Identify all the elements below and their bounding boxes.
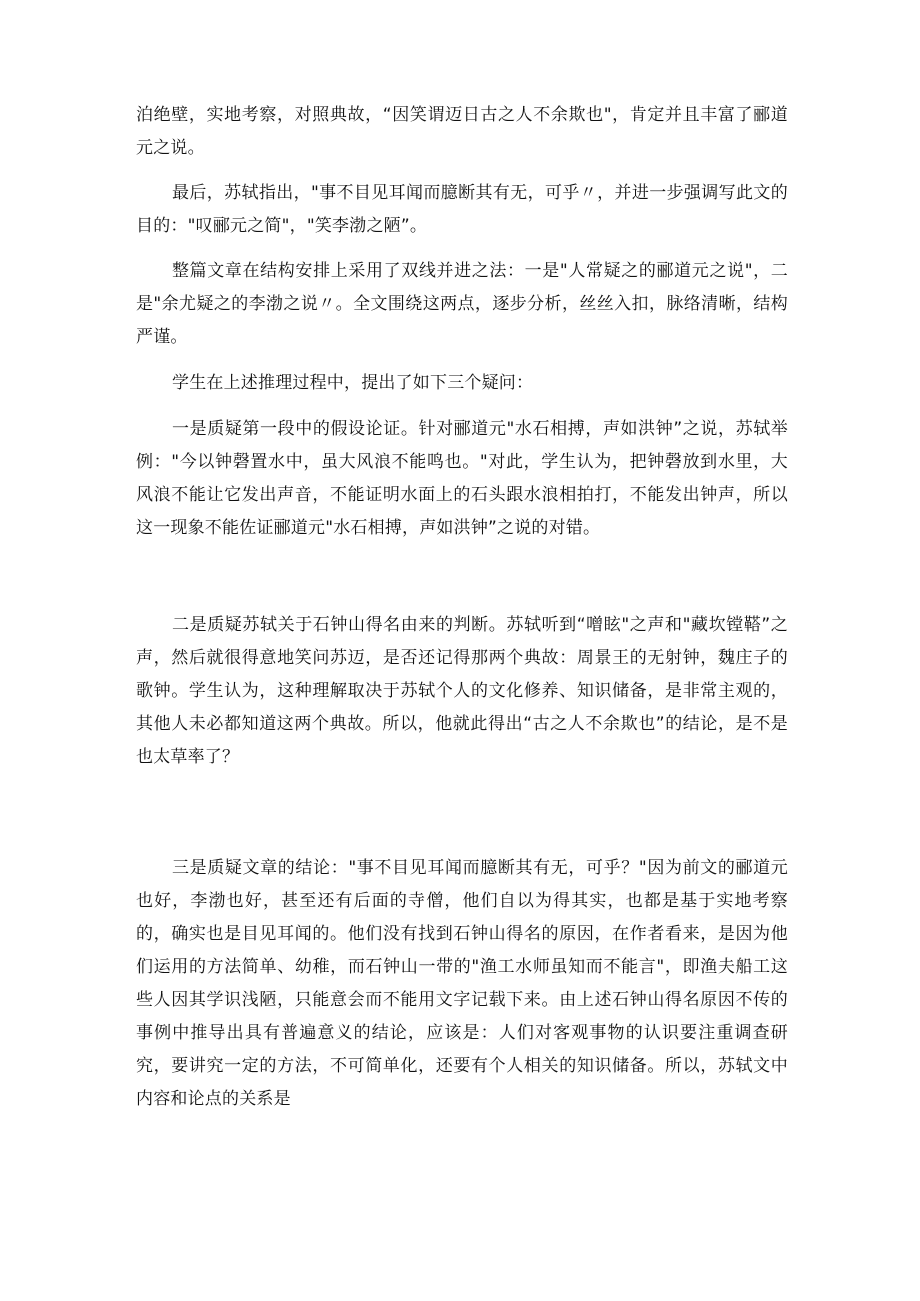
paragraph-questions-intro: 学生在上述推理过程中，提出了如下三个疑问：: [172, 373, 534, 393]
paragraph-question-three: 三是质疑文章的结论："事不目见耳闻而臆断其有无，可乎？"因为前文的郦道元也好，李渤也好，甚至还有后面的寺僧，他们自以为得其实，也都是基于实地考察的，确实也是目见耳闻的。他们没有找到石钟山得名的原因，在作者看来，是因为他们运用的方法简单、幼稚，而石钟山一带的"渔工水师虽知而不能言"，即渔夫船工这些人因其学识浅陋，只能意会而不能用文字记载下来。由上述石钟山得名原因不传的事例中推导出具有普遍意义的结论，应该是：人们对客观事物的认识要注重调查研究，要讲究一定的方法，不可简单化，还要有个人相关的知识储备。所以，苏轼文中内容和论点的关系是: [136, 858, 788, 1109]
paragraph-question-two: 二是质疑苏轼关于石钟山得名由来的判断。苏轼听到“噌眩"之声和"藏坎镗鞳”之声，然后就很得意地笑问苏迈，是否还记得那两个典故：周景王的无射钟，魏庄子的歌钟。学生认为，这种理解取决于苏轼个人的文化修养、知识储备，是非常主观的，其他人未必都知道这两个典故。所以，他就此得出“古之人不余欺也”的结论，是不是也太草率了？: [136, 615, 788, 767]
paragraph-question-one: 一是质疑第一段中的假设论证。针对郦道元"水石相搏，声如洪钟”之说，苏轼举例："今以钟磬置水中，虽大风浪不能鸣也。"对此，学生认为，把钟磬放到水里，大风浪不能让它发出声音，不能证明水面上的石头跟水浪相拍打，不能发出钟声，所以这一现象不能佐证郦道元"水石相搏，声如洪钟”之说的对错。: [136, 419, 788, 538]
paragraph-conclusion: 最后，苏轼指出，"事不目见耳闻而臆断其有无，可乎〃，并进一步强调写此文的目的："叹郦元之简"，"笑李渤之陋”。: [136, 183, 788, 236]
paragraph-continuation: 泊绝壁，实地考察，对照典故，“因笑谓迈日古之人不余欺也"，肯定并且丰富了郦道元之说。: [136, 105, 788, 158]
paragraph-structure: 整篇文章在结构安排上采用了双线并进之法：一是"人常疑之的郦道元之说"，二是"余尤疑之的李渤之说〃。全文围绕这两点，逐步分析，丝丝入扣，脉络清晰，结构严谨。: [136, 261, 788, 347]
